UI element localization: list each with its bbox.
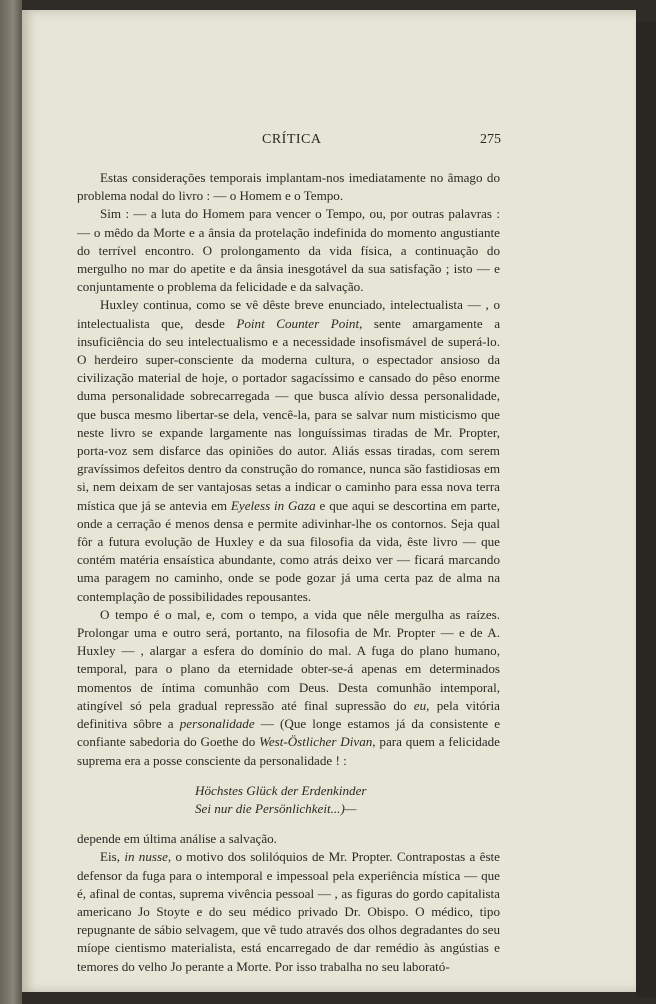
paragraph (77, 830, 500, 848)
previous-page-edge (0, 0, 22, 1004)
italic-text: eu (413, 697, 427, 713)
text-run: depende em última análise a salvação. (77, 831, 277, 847)
verse-line: Sei nur die Persönlichkeit...)— (195, 800, 357, 816)
paragraph (77, 606, 500, 770)
italic-text: West-Östlicher Divan (259, 734, 373, 750)
page-number: 275 (480, 132, 501, 147)
paragraphs-before-verse (77, 169, 500, 770)
text-run: Sim : — a luta do Homem para vencer o Tempo, ou, por outras palavras : — o mêdo da Morte e a ânsia da protelação indefinida do momento angustiante do terrível encontro. O prolongamento da vida física, a continuação do mergulho no mar do apetite e da ânsia inesgotável da sua satisfação ; isto — e conjuntamente o problema da felicidade e da salvação. (77, 206, 500, 295)
text-run: Eis, (100, 849, 125, 865)
text-run: e que aqui se descortina em parte, onde a cerração é menos densa e permite adivinhar-lhe os contornos. Seja qual fôr a futura evolução de Huxley e da sua filosofia da vida, êste livro — que contém matéria ensaística abundante, como atrás deixo ver — ficará marcando uma paragem no caminho, onde se pode gozar já uma certa paz de alma na contemplação de possibilidades repousantes. (77, 497, 500, 604)
page-header (22, 132, 636, 152)
text-run: , sente amargamente a insuficiência do seu intelectualismo e a necessidade insofismável de superá-lo. O herdeiro super-consciente da moderna cultura, o espectador ansioso da civilização material de hoje, o portador sagacíssimo e cansado do pêso enorme duma personalidade sobrecarregada — que busca alívio dessa personalidade, que busca mesmo libertar-se dela, vencê-la, para se salvar num misticismo que neste livro se expande largamente nas longuíssimas tiradas de Mr. Propter, porta-voz sem disfarce das opiniões do autor. Aliás essas tiradas, com serem gravíssimos defeitos dentro da construção do romance, nunca são fastidiosas em si, nem deixam de ser vantajosas setas a indicar o caminho para essa nova terra mística que já se antevia em (77, 315, 501, 513)
book-gutter-shadow (636, 22, 656, 997)
text-run: — (Que longe estamos já da consistente e confiante sabedoria do Goethe do (77, 716, 501, 750)
paragraph (77, 848, 500, 975)
italic-text: Eyeless in Gaza (230, 497, 316, 513)
text-run: Estas considerações temporais implantam-nos imediatamente no âmago do problema nodal do livro : — o Homem e o Tempo. (77, 170, 500, 204)
italic-text: personalidade (179, 716, 255, 732)
paragraph (77, 169, 500, 205)
paragraph (77, 296, 500, 605)
paragraph (77, 205, 500, 296)
paragraphs-after-verse (77, 830, 500, 976)
text-run: O tempo é o mal, e, com o tempo, a vida que nêle mergulha as raízes. Prolongar uma e outro será, portanto, na filosofia de Mr. Propter — e de A. Huxley — , alargar a esfera do domínio do mal. A fuga do plano humano, temporal, para o plano da eternidade obter-se-á apenas em determinados momentos de íntima comunhão com Deus. Desta comunhão intemporal, atingível só pela gradual repressão até final supressão do (77, 606, 500, 713)
text-run: , para quem a felicidade suprema era a posse consciente da personalidade ! : (77, 734, 500, 768)
italic-text: Point Counter Point (236, 315, 360, 331)
verse-quotation (195, 782, 500, 818)
running-title: CRÍTICA (262, 132, 322, 147)
book-page (22, 10, 636, 992)
italic-text: in nusse (124, 849, 168, 865)
body-text (77, 169, 500, 976)
text-run: , pela vitória definitiva sôbre a (77, 697, 500, 732)
verse-line: Höchstes Glück der Erdenkinder (195, 782, 367, 798)
text-run: , o motivo dos solilóquios de Mr. Propter. Contrapostas a êste defensor da fuga para o intemporal e impessoal pela experiência mística — que é, afinal de contas, suprema vivência pessoal — , as figuras do gordo capitalista americano Jo Stoyte e do seu médico privado Dr. Obispo. O médico, tipo repugnante de sábio selvagem, que vê tudo através dos olhos degradantes do seu míope cientismo materialista, está encarregado de dar remédio às angústias e temores do velho Jo perante a Morte. Por isso trabalha no seu laborató- (77, 849, 500, 974)
text-run: Huxley continua, como se vê dêste breve enunciado, intelectualista — , o intelectualista que, desde (77, 297, 500, 331)
